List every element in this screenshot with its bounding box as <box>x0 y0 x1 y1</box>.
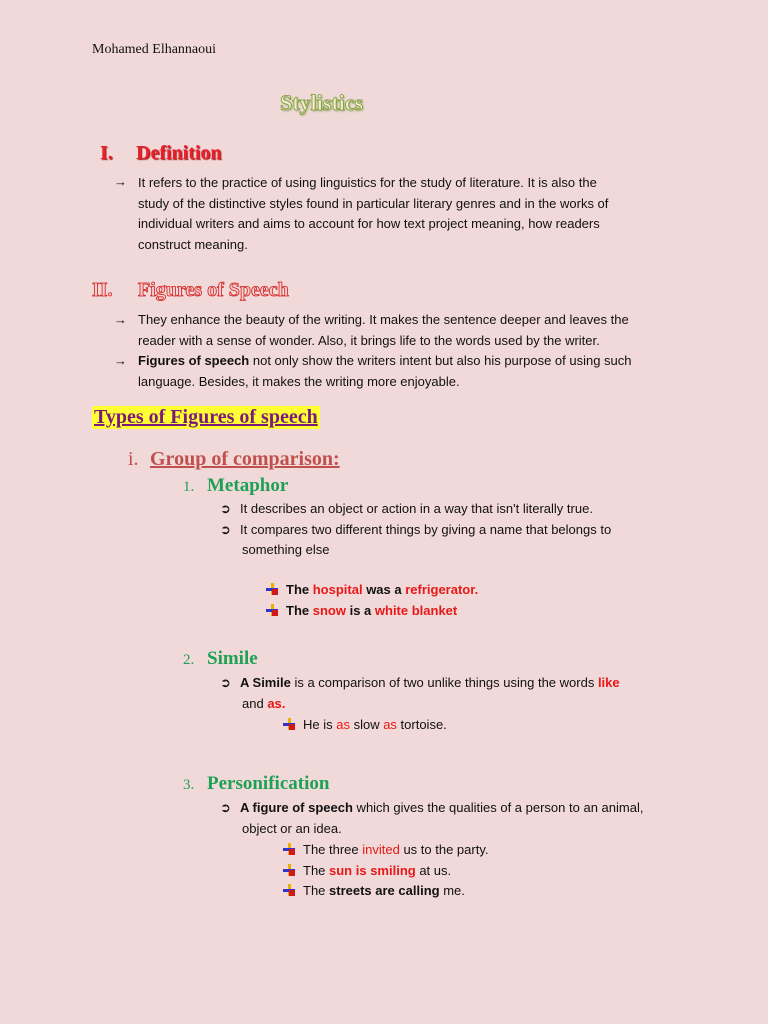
text: is a comparison of two unlike things using the words <box>290 675 598 690</box>
types-heading: Types of Figures of speech <box>94 406 318 428</box>
text: and <box>242 695 268 711</box>
highlight: hospital <box>312 582 363 597</box>
author-name: Mohamed Elhannaoui <box>92 42 217 57</box>
item-title: Metaphor <box>207 475 289 496</box>
cross-bullet-icon <box>266 604 278 616</box>
personification-bullets <box>220 798 643 839</box>
item-number: 3. <box>183 777 195 793</box>
section-heading-figures <box>92 279 289 302</box>
text: was a <box>362 582 406 597</box>
metaphor-bullets <box>220 499 611 561</box>
example-line <box>266 601 478 622</box>
curved-arrow-icon: ➲ <box>220 675 231 690</box>
text: slow <box>349 717 384 732</box>
metaphor-examples <box>266 580 478 621</box>
group-number: i. <box>128 448 139 470</box>
example-line <box>283 715 447 736</box>
highlight: as <box>336 717 350 732</box>
text: The <box>303 883 330 898</box>
highlight: white blanket <box>374 602 458 618</box>
figures-paragraph-1 <box>138 310 698 351</box>
text-line: individual writers and aims to account for how text project meaning, how readers <box>138 216 600 231</box>
highlight: sun is smiling <box>329 862 416 878</box>
text: The <box>303 862 330 878</box>
section-heading-definition <box>100 142 222 165</box>
group-title: Group of comparison: <box>150 448 340 470</box>
text: The <box>286 602 313 618</box>
text: The <box>286 582 313 597</box>
page-title: Stylistics <box>280 90 364 115</box>
bold-term: streets are calling <box>329 883 440 898</box>
section-title: Definition <box>136 142 222 164</box>
text-line <box>138 351 698 372</box>
cross-bullet-icon <box>283 718 295 730</box>
curved-arrow-icon: ➲ <box>220 501 231 516</box>
simile-bullets <box>220 673 620 714</box>
text-line: construct meaning. <box>138 236 248 252</box>
arrow-icon: → <box>114 312 127 327</box>
highlight: as <box>383 717 397 732</box>
item-title: Personification <box>207 773 330 794</box>
highlight: snow <box>312 602 346 618</box>
item-number: 2. <box>183 652 195 668</box>
text: not only show the writers intent but also his purpose of using such <box>249 353 632 368</box>
example-line <box>283 861 488 882</box>
cross-bullet-icon <box>283 843 295 855</box>
bold-term: A Simile <box>240 675 291 690</box>
definition-paragraph <box>138 173 698 255</box>
highlight: as. <box>267 695 286 711</box>
bullet-line-cont: object or an idea. <box>242 820 342 836</box>
highlight: invited <box>362 842 400 857</box>
curved-arrow-icon: ➲ <box>220 521 231 537</box>
bullet-line-cont <box>220 694 620 715</box>
text: at us. <box>415 862 452 878</box>
cross-bullet-icon <box>266 583 278 595</box>
bullet-line <box>220 499 611 520</box>
text-line: They enhance the beauty of the writing. It makes the sentence deeper and leaves the <box>138 312 629 327</box>
cross-bullet-icon <box>283 864 295 876</box>
section-number: II. <box>92 279 113 301</box>
group-heading <box>128 448 340 471</box>
text: The three <box>303 842 363 857</box>
bullet-line <box>220 798 643 819</box>
simile-example <box>283 715 447 736</box>
personification-heading <box>183 773 329 795</box>
text: which gives the qualities of a person to an animal, <box>352 800 644 815</box>
arrow-icon: → <box>114 353 127 368</box>
text: is a <box>345 602 375 618</box>
text: He is <box>303 717 337 732</box>
bullet-line <box>220 520 611 541</box>
item-number: 1. <box>183 479 195 495</box>
bullet-line-cont: something else <box>242 542 330 557</box>
text: It compares two different things by giving a name that belongs to <box>240 521 612 537</box>
bold-term: Figures of speech <box>138 353 250 368</box>
text: It describes an object or action in a way that isn't literally true. <box>240 501 593 516</box>
highlight: like <box>597 675 620 690</box>
text-line: It refers to the practice of using linguistics for the study of literature. It is also the <box>138 175 597 190</box>
bold-term: A figure of speech <box>240 800 353 815</box>
curved-arrow-icon: ➲ <box>220 800 231 815</box>
highlight: refrigerator. <box>405 582 479 597</box>
text: me. <box>439 883 465 898</box>
text: tortoise. <box>396 717 447 732</box>
simile-heading <box>183 648 258 670</box>
figures-paragraph-2 <box>138 351 698 392</box>
arrow-icon: → <box>114 174 127 189</box>
text-line: reader with a sense of wonder. Also, it brings life to the words used by the writer. <box>138 332 600 348</box>
bullet-line <box>220 673 620 694</box>
item-title: Simile <box>207 648 258 669</box>
metaphor-heading <box>183 475 288 497</box>
section-title: Figures of Speech <box>138 279 289 301</box>
example-line <box>283 840 488 861</box>
text: us to the party. <box>399 842 489 857</box>
section-number: I. <box>100 142 113 164</box>
cross-bullet-icon <box>283 884 295 896</box>
personification-examples <box>283 840 488 902</box>
example-line <box>283 881 488 902</box>
example-line <box>266 580 478 601</box>
text-line: study of the distinctive styles found in particular literary genres and in the works of <box>138 195 609 211</box>
text-line: language. Besides, it makes the writing more enjoyable. <box>138 373 460 389</box>
